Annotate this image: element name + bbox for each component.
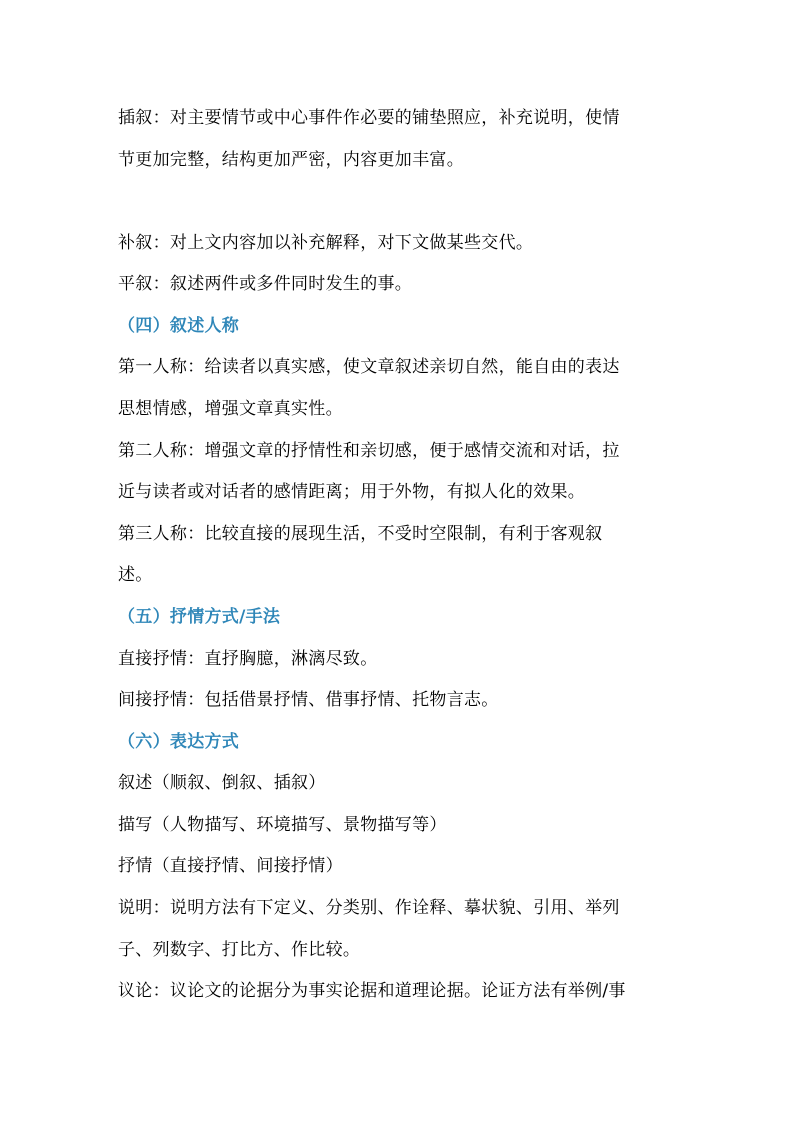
paragraph-line: 近与读者或对话者的感情距离；用于外物，有拟人化的效果。: [118, 482, 586, 502]
paragraph-line: 补叙：对上文内容加以补充解释，对下文做某些交代。: [118, 233, 534, 253]
paragraph-line: 子、列数字、打比方、作比较。: [118, 940, 361, 960]
paragraph-line: 第二人称：增强文章的抒情性和亲切感，便于感情交流和对话，拉: [118, 441, 620, 461]
section-heading: （四）叙述人称: [118, 316, 240, 336]
paragraph-line: 说明：说明方法有下定义、分类别、作诠释、摹状貌、引用、举列: [118, 898, 620, 918]
paragraph-line: 间接抒情：包括借景抒情、借事抒情、托物言志。: [118, 690, 499, 710]
paragraph-line: 描写（人物描写、环境描写、景物描写等）: [118, 815, 447, 835]
paragraph-line: 第三人称：比较直接的展现生活，不受时空限制，有利于客观叙: [118, 524, 603, 544]
section-heading: （五）抒情方式/手法: [118, 607, 281, 627]
paragraph-line: 述。: [118, 565, 153, 585]
paragraph-line: 节更加完整，结构更加严密，内容更加丰富。: [118, 150, 464, 170]
paragraph-line: 叙述（顺叙、倒叙、插叙）: [118, 773, 326, 793]
paragraph-line: 抒情（直接抒情、间接抒情）: [118, 856, 343, 876]
paragraph-line: 插叙：对主要情节或中心事件作必要的铺垫照应，补充说明，使情: [118, 108, 620, 128]
section-heading: （六）表达方式: [118, 732, 240, 752]
paragraph-line: 直接抒情：直抒胸臆，淋漓尽致。: [118, 649, 378, 669]
paragraph-line: 议论：议论文的论据分为事实论据和道理论据。论证方法有举例/事: [118, 981, 626, 1001]
paragraph-line: 第一人称：给读者以真实感，使文章叙述亲切自然，能自由的表达: [118, 357, 620, 377]
paragraph-line: 平叙：叙述两件或多件同时发生的事。: [118, 274, 413, 294]
paragraph-line: 思想情感，增强文章真实性。: [118, 399, 343, 419]
